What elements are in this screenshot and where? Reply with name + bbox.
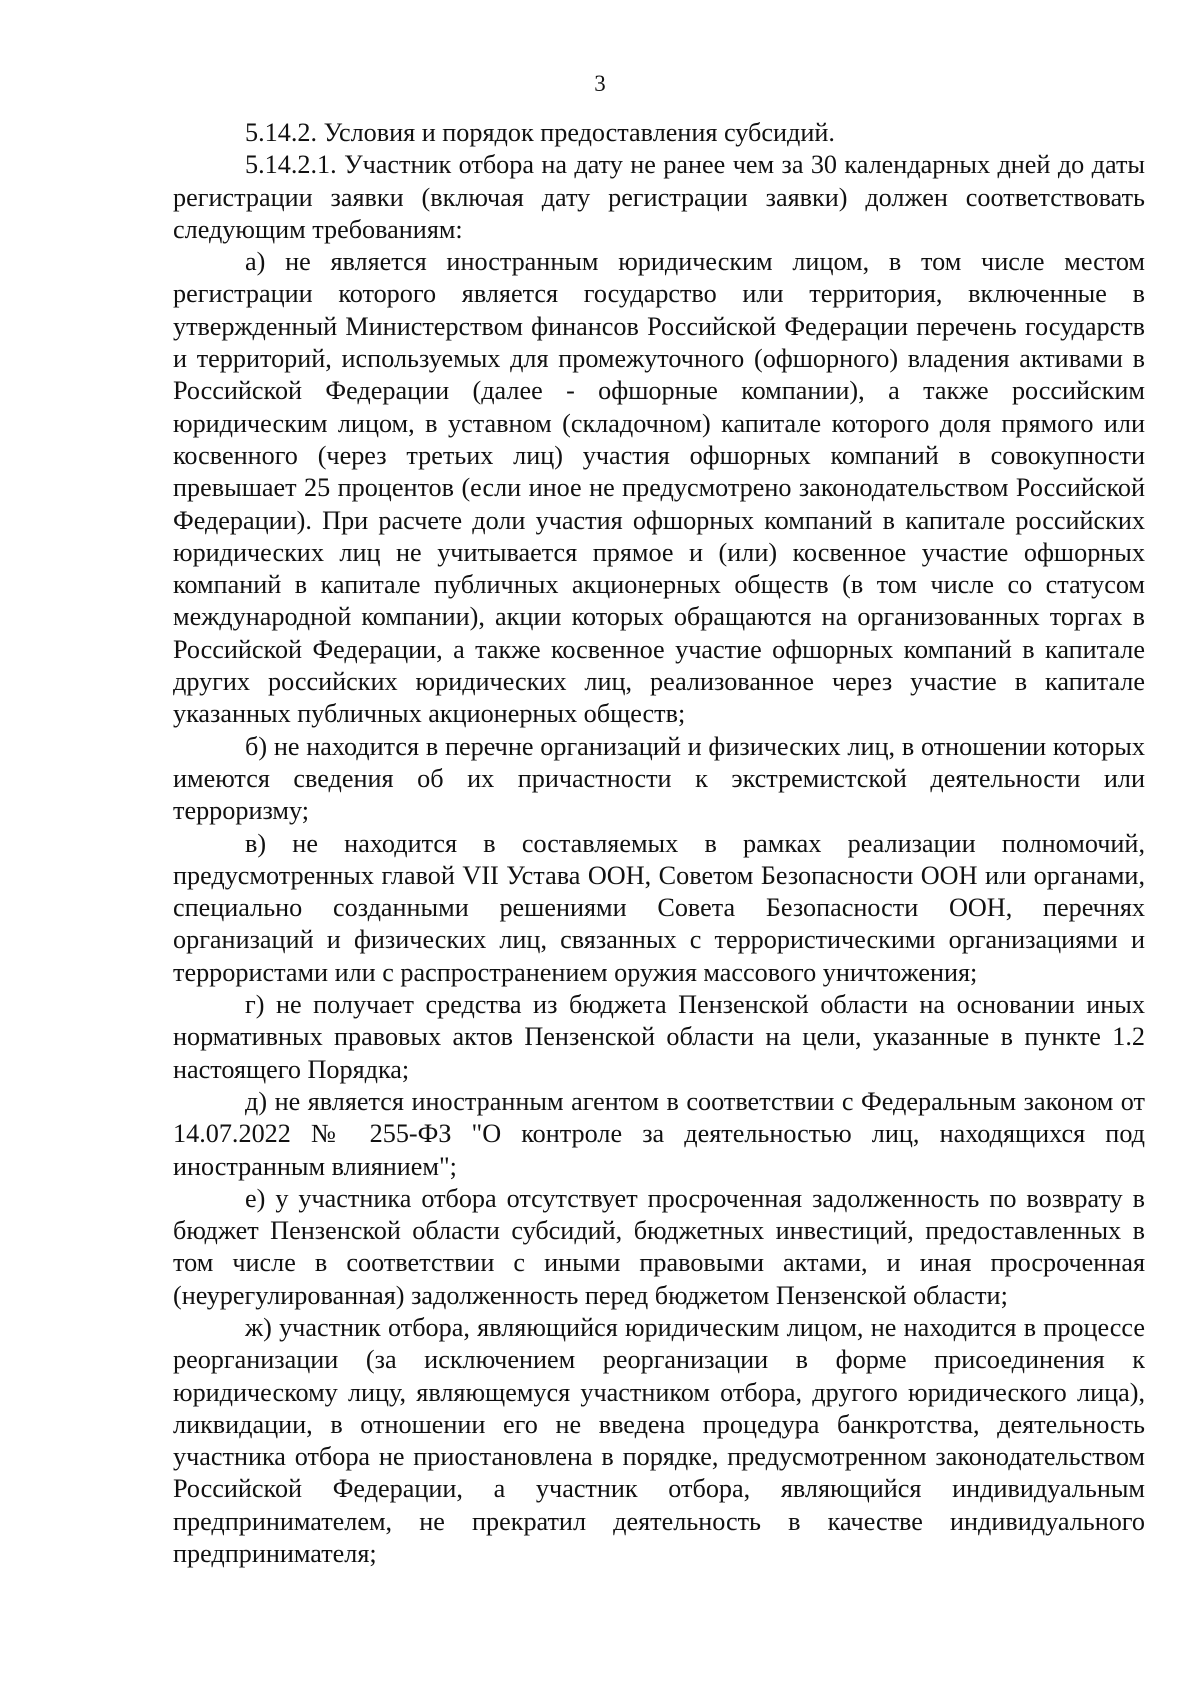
list-item-b: б) не находится в перечне организаций и физических лиц, в отношении которых имеются сведения об их причастности к экстремистской деятельности или терроризму; <box>173 731 1145 826</box>
document-body <box>173 117 1145 1570</box>
list-item-e: е) у участника отбора отсутствует просроченная задолженность по возврату в бюджет Пензенской области субсидий, бюджетных инвестиций, предоставленных в том числе в соответствии с иными правовыми актами, и иная просроченная (неурегулированная) задолженность перед бюджетом Пензенской области; <box>173 1183 1145 1310</box>
list-item-a: а) не является иностранным юридическим лицом, в том числе местом регистрации которого является государство или территория, включенные в утвержденный Министерством финансов Российской Федерации перечень государств и территорий, используемых для промежуточного (офшорного) владения активами в Российской Федерации (далее - офшорные компании), а также российским юридическим лицом, в уставном (складочном) капитале которого доля прямого или косвенного (через третьих лиц) участия офшорных компаний в совокупности превышает 25 процентов (если иное не предусмотрено законодательством Российской Федерации). При расчете доли участия офшорных компаний в капитале российских юридических лиц не учитывается прямое и (или) косвенное участие офшорных компаний в капитале публичных акционерных обществ (в том числе со статусом международной компании), акции которых обращаются на организованных торгах в Российской Федерации, а также косвенное участие офшорных компаний в капитале других российских юридических лиц, реализованное через участие в капитале указанных публичных акционерных обществ; <box>173 247 1145 729</box>
list-item-g: г) не получает средства из бюджета Пензенской области на основании иных нормативных правовых актов Пензенской области на цели, указанные в пункте 1.2 настоящего Порядка; <box>173 990 1145 1084</box>
list-item-d: д) не является иностранным агентом в соответствии с Федеральным законом от 14.07.2022 № 255-ФЗ "О контроле за деятельностью лиц, находящихся под иностранным влиянием"; <box>173 1086 1145 1181</box>
paragraph-5-14-2-1: 5.14.2.1. Участник отбора на дату не ранее чем за 30 календарных дней до даты регистрации заявки (включая дату регистрации заявки) должен соответствовать следующим требованиям: <box>173 150 1145 244</box>
page-number: 3 <box>594 71 606 96</box>
section-heading-5-14-2: 5.14.2. Условия и порядок предоставления субсидий. <box>245 118 835 147</box>
list-item-v: в) не находится в составляемых в рамках реализации полномочий, предусмотренных главой VII Устава ООН, Советом Безопасности ООН или органами, специально созданными решениями Совета Безопасности ООН, перечнях организаций и физических лиц, связанных с террористическими организациями и террористами или с распространением оружия массового уничтожения; <box>173 828 1145 987</box>
list-item-zh: ж) участник отбора, являющийся юридическим лицом, не находится в процессе реорганизации (за исключением реорганизации в форме присоединения к юридическому лицу, являющемуся участником отбора, другого юридического лица), ликвидации, в отношении его не введена процедура банкротства, деятельность участника отбора не приостановлена в порядке, предусмотренном законодательством Российской Федерации, а участник отбора, являющийся индивидуальным предпринимателем, не прекратил деятельность в качестве индивидуального предпринимателя; <box>173 1312 1145 1569</box>
